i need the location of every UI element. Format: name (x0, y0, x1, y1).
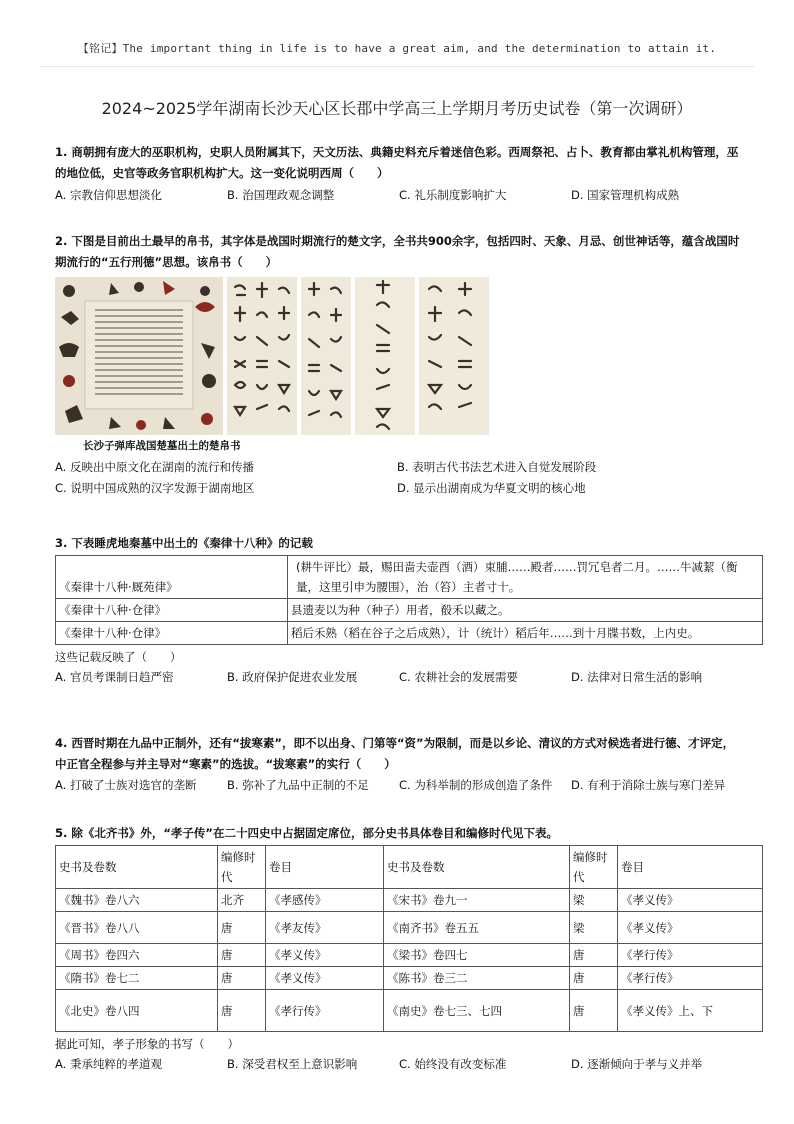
question-5-stem: 5. 除《北齐书》外，“孝子传”在二十四史中占据固定席位，部分史书具体卷目和编修时代见下表。 (55, 826, 558, 840)
table-header: 编修时代 (570, 846, 618, 889)
page-title: 2024~2025学年湖南长沙天心区长郡中学高三上学期月考历史试卷（第一次调研） (101, 99, 693, 118)
table-row (56, 912, 763, 944)
table-cell: 《南齐书》卷五五 (384, 912, 570, 944)
table-cell: 《隋书》卷七二 (56, 967, 218, 990)
table-row (56, 944, 763, 967)
q2-option-c[interactable]: C. 说明中国成熟的汉字发源于湖南地区 (55, 481, 255, 495)
question-1-options (55, 185, 745, 205)
silk-detail-3 (355, 277, 415, 435)
table-cell: 《周书》卷四六 (56, 944, 218, 967)
q4-option-d[interactable]: D. 有利于消除士族与寒门差异 (571, 778, 726, 792)
question-5 (55, 823, 745, 1074)
q1-option-c[interactable]: C. 礼乐制度影响扩大 (399, 188, 507, 202)
table-cell: 唐 (218, 990, 266, 1032)
silk-detail-1 (227, 277, 297, 435)
question-4 (55, 733, 745, 795)
filial-biography-table (55, 845, 763, 1032)
q4-option-a[interactable]: A. 打破了士族对选官的垄断 (55, 778, 197, 792)
silk-detail-4-drawing (419, 277, 489, 435)
table-row (56, 599, 763, 622)
q2-option-d[interactable]: D. 显示出湖南成为华夏文明的核心地 (397, 481, 586, 495)
table-cell: 北齐 (218, 889, 266, 912)
table-cell: 《梁书》卷四七 (384, 944, 570, 967)
silk-detail-3-drawing (355, 277, 415, 435)
table-row (56, 889, 763, 912)
table-row (56, 967, 763, 990)
table-header: 卷目 (266, 846, 384, 889)
table-cell: 唐 (570, 967, 618, 990)
table-cell: 县遗麦以为种（种子）用者，殽禾以藏之。 (288, 599, 763, 622)
q5-option-b[interactable]: B. 深受君权至上意识影响 (227, 1057, 358, 1071)
q5-option-c[interactable]: C. 始终没有改变标准 (399, 1057, 507, 1071)
q4-option-b[interactable]: B. 弥补了九品中正制的不足 (227, 778, 369, 792)
table-row (56, 556, 763, 599)
table-cell: 《陈书》卷三二 (384, 967, 570, 990)
table-cell: 唐 (218, 944, 266, 967)
table-row (56, 622, 763, 645)
table-cell: 《孝义传》 (266, 967, 384, 990)
table-cell: 《孝行传》 (266, 990, 384, 1032)
question-2 (55, 231, 745, 499)
header-divider (40, 66, 754, 67)
table-header-row (56, 846, 763, 889)
qin-law-table (55, 555, 763, 645)
table-header: 卷目 (618, 846, 763, 889)
q2-option-a[interactable]: A. 反映出中原文化在湖南的流行和传播 (55, 460, 254, 474)
table-cell: 《孝感传》 (266, 889, 384, 912)
question-5-prompt: 据此可知，孝子形象的书写（ ） (55, 1037, 239, 1051)
silk-manuscript-photo (55, 277, 223, 435)
table-cell: 《秦律十八种·仓律》 (56, 622, 288, 645)
table-cell: 《孝友传》 (266, 912, 384, 944)
silk-detail-1-drawing (227, 277, 297, 435)
table-header: 史书及卷数 (56, 846, 218, 889)
question-1 (55, 142, 745, 205)
table-cell: 《孝行传》 (618, 967, 763, 990)
table-cell: 《南史》卷七三、七四 (384, 990, 570, 1032)
question-4-stem: 4. 西晋时期在九品中正制外，还有“拔寒素”，即不以出身、门第等“资”为限制，而是以乡论、清议的方式对候选者进行德、才评定，中正官全程参与并主导对“寒素”的选拔。“拔寒素”的实行（ ） (55, 736, 735, 771)
question-2-stem: 2. 下图是目前出土最早的帛书，其字体是战国时期流行的楚文字，全书共900余字，包括四时、天象、月忌、创世神话等，蕴含战国时期流行的“五行刑德”思想。该帛书（ ） (55, 234, 740, 269)
q3-option-d[interactable]: D. 法律对日常生活的影响 (571, 670, 703, 684)
table-row (56, 990, 763, 1032)
table-cell: 《孝义传》 (266, 944, 384, 967)
table-cell: 《晋书》卷八八 (56, 912, 218, 944)
table-header: 编修时代 (218, 846, 266, 889)
table-cell: 《秦律十八种·厩苑律》 (56, 556, 288, 599)
table-cell: 《孝义传》上、下 (618, 990, 763, 1032)
table-cell: 唐 (218, 967, 266, 990)
table-cell: 《孝义传》 (618, 889, 763, 912)
table-cell: 《孝行传》 (618, 944, 763, 967)
q5-option-a[interactable]: A. 秉承纯粹的孝道观 (55, 1057, 162, 1071)
silk-detail-4 (419, 277, 489, 435)
question-3-stem: 3. 下表睡虎地秦墓中出土的《秦律十八种》的记载 (55, 536, 313, 550)
table-cell: 梁 (570, 889, 618, 912)
q3-option-b[interactable]: B. 政府保护促进农业发展 (227, 670, 358, 684)
table-cell: 唐 (570, 990, 618, 1032)
table-cell: 《孝义传》 (618, 912, 763, 944)
silk-detail-2-drawing (301, 277, 351, 435)
q5-option-d[interactable]: D. 逐渐倾向于孝与义并举 (571, 1057, 703, 1071)
question-3-options (55, 667, 745, 687)
table-cell: 稻后禾熟（稻在谷子之后成熟），计（统计）稻后年……到十月牒书数，上内史。 (288, 622, 763, 645)
q1-option-a[interactable]: A. 宗教信仰思想淡化 (55, 188, 162, 202)
q2-option-b[interactable]: B. 表明古代书法艺术进入自觉发展阶段 (397, 460, 597, 474)
table-cell: 唐 (570, 944, 618, 967)
question-4-options (55, 775, 745, 795)
silk-detail-2 (301, 277, 351, 435)
q1-option-d[interactable]: D. 国家管理机构成熟 (571, 188, 680, 202)
question-3-prompt: 这些记载反映了（ ） (55, 650, 182, 664)
q1-option-b[interactable]: B. 治国理政观念调整 (227, 188, 335, 202)
table-cell: 梁 (570, 912, 618, 944)
table-cell: 《秦律十八种·仓律》 (56, 599, 288, 622)
question-2-options-row-1 (55, 457, 745, 478)
question-2-options-row-2 (55, 478, 745, 499)
table-cell: 《北史》卷八四 (56, 990, 218, 1032)
motto-banner: 【铭记】The important thing in life is to have a great aim, and the determination to attain it. (77, 42, 717, 55)
silk-manuscript-drawing (55, 277, 223, 435)
question-5-options (55, 1054, 745, 1074)
table-cell: (耕牛评比）最，赐田啬夫壶酉（酒）束脯……殿者……罚冗皂者二月。……牛减絜（衡量，这里引申为腰围），治（笞）主者寸十。 (288, 556, 763, 599)
table-cell: 《魏书》卷八六 (56, 889, 218, 912)
figure-caption: 长沙子弹库战国楚墓出土的楚帛书 (83, 440, 241, 452)
table-header: 史书及卷数 (384, 846, 570, 889)
table-cell: 唐 (218, 912, 266, 944)
q4-option-c[interactable]: C. 为科举制的形成创造了条件 (399, 778, 553, 792)
q3-option-a[interactable]: A. 官员考课制日趋严密 (55, 670, 174, 684)
question-1-stem: 1. 商朝拥有庞大的巫职机构，史职人员附属其下，天文历法、典籍史料充斥着迷信色彩。西周祭祀、占卜、教育都由掌礼机构管理，巫的地位低，史官等政务官职机构扩大。这一变化说明西周（ ） (55, 145, 739, 180)
table-cell: 《宋书》卷九一 (384, 889, 570, 912)
silk-manuscript-figure (55, 277, 745, 435)
q3-option-c[interactable]: C. 农耕社会的发展需要 (399, 670, 518, 684)
question-3 (55, 533, 745, 687)
